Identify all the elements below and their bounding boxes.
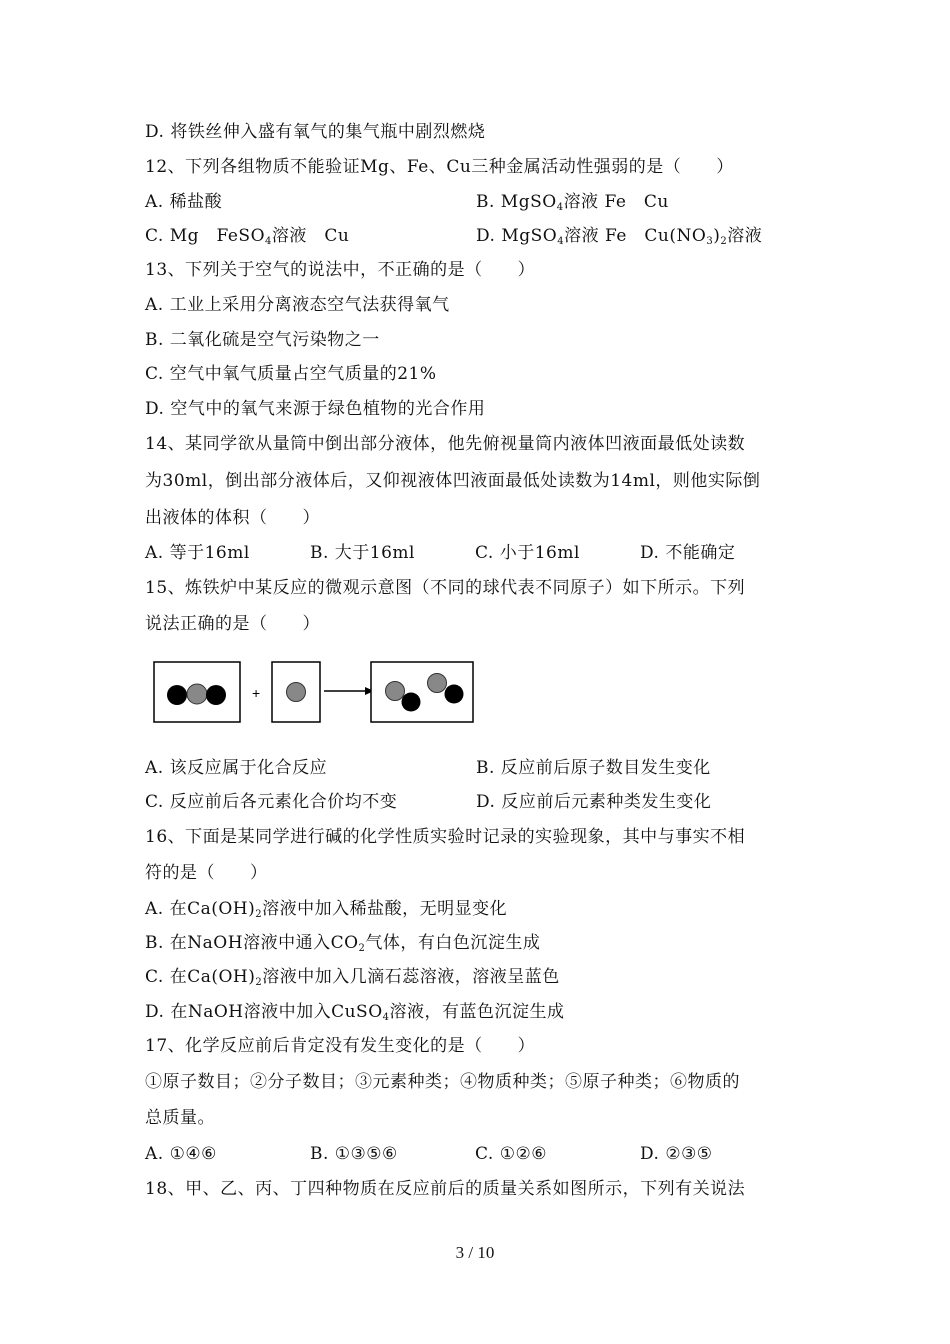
q15-option-a: A. 该反应属于化合反应 — [145, 758, 328, 778]
q16-stem-line1: 16、下面是某同学进行碱的化学性质实验时记录的实验现象，其中与事实不相 — [145, 827, 746, 847]
q14-option-a: A. 等于16ml — [145, 543, 250, 563]
q16-option-a: A. 在$Ca(OH)_2$溶液中加入稀盐酸，无明显变化 — [145, 899, 508, 920]
q16-option-b: B. 在NaOH溶液中通入$CO_2$气体，有白色沉淀生成 — [145, 933, 541, 954]
q13-option-c: C. 空气中氧气质量占空气质量的21% — [145, 364, 437, 384]
q17-items-line1: ①原子数目；②分子数目；③元素种类；④物质种类；⑤原子种类；⑥物质的 — [145, 1072, 740, 1092]
gray-atom — [386, 682, 405, 701]
q14-option-b: B. 大于16ml — [310, 543, 415, 563]
q16-option-c: C. 在$Ca(OH)_2$溶液中加入几滴石蕊溶液，溶液呈蓝色 — [145, 967, 560, 988]
q13-option-a: A. 工业上采用分离液态空气法获得氧气 — [145, 295, 450, 315]
q17-items-line2: 总质量。 — [145, 1108, 215, 1128]
q13-option-d: D. 空气中的氧气来源于绿色植物的光合作用 — [145, 399, 486, 419]
q12-option-d: D. MgSO$_4$溶液 Fe $Cu(NO_3)_2$溶液 — [476, 226, 763, 247]
q17-option-d: D. ②③⑤ — [640, 1144, 713, 1164]
black-atom — [206, 685, 226, 705]
q17-option-c: C. ①②⑥ — [475, 1144, 547, 1164]
q17-stem: 17、化学反应前后肯定没有发生变化的是（ ） — [145, 1036, 536, 1056]
gray-atom — [287, 683, 306, 702]
q14-option-d: D. 不能确定 — [640, 543, 736, 563]
q15-option-c: C. 反应前后各元素化合价均不变 — [145, 792, 398, 812]
q15-option-b: B. 反应前后原子数目发生变化 — [476, 758, 711, 778]
q14-stem-line1: 14、某同学欲从量筒中倒出部分液体，他先俯视量筒内液体凹液面最低处读数 — [145, 434, 746, 454]
black-atom — [167, 685, 187, 705]
q12-option-c: C. Mg FeSO$_4$溶液 Cu — [145, 226, 350, 247]
q16-option-d: D. 在NaOH溶液中加入CuSO$_4$溶液，有蓝色沉淀生成 — [145, 1002, 565, 1023]
q15-stem-line1: 15、炼铁炉中某反应的微观示意图（不同的球代表不同原子）如下所示。下列 — [145, 578, 746, 598]
q14-stem-line2: 为30ml，倒出部分液体后，又仰视液体凹液面最低处读数为14ml，则他实际倒 — [145, 471, 761, 491]
q12-option-b: B. MgSO$_4$溶液 Fe Cu — [476, 192, 669, 213]
q18-stem-line1: 18、甲、乙、丙、丁四种物质在反应前后的质量关系如图所示，下列有关说法 — [145, 1179, 746, 1199]
reaction-microscopic-diagram — [152, 660, 482, 726]
q15-options-row1 — [145, 757, 845, 779]
q12-options-row1 — [145, 191, 845, 213]
black-atom — [445, 685, 464, 704]
q15-option-d: D. 反应前后元素种类发生变化 — [476, 792, 712, 812]
plus-sign: + — [252, 685, 261, 701]
gray-atom — [428, 674, 447, 693]
gray-atom — [187, 684, 207, 704]
q12-stem: 12、下列各组物质不能验证Mg、Fe、Cu三种金属活动性强弱的是（ ） — [145, 157, 734, 177]
black-atom — [402, 693, 421, 712]
q14-option-c: C. 小于16ml — [475, 543, 580, 563]
q15-options-row2 — [145, 791, 845, 813]
q11-option-d: D. 将铁丝伸入盛有氧气的集气瓶中剧烈燃烧 — [145, 122, 486, 142]
q12-option-a: A. 稀盐酸 — [145, 192, 223, 212]
q16-stem-line2: 符的是（ ） — [145, 863, 268, 883]
q14-stem-line3: 出液体的体积（ ） — [145, 508, 320, 528]
q17-option-a: A. ①④⑥ — [145, 1144, 217, 1164]
q13-option-b: B. 二氧化硫是空气污染物之一 — [145, 330, 380, 350]
q17-option-b: B. ①③⑤⑥ — [310, 1144, 398, 1164]
q13-stem: 13、下列关于空气的说法中，不正确的是（ ） — [145, 260, 536, 280]
q15-stem-line2: 说法正确的是（ ） — [145, 614, 320, 634]
page-number: 3 / 10 — [455, 1243, 495, 1262]
q12-options-row2 — [145, 225, 845, 247]
